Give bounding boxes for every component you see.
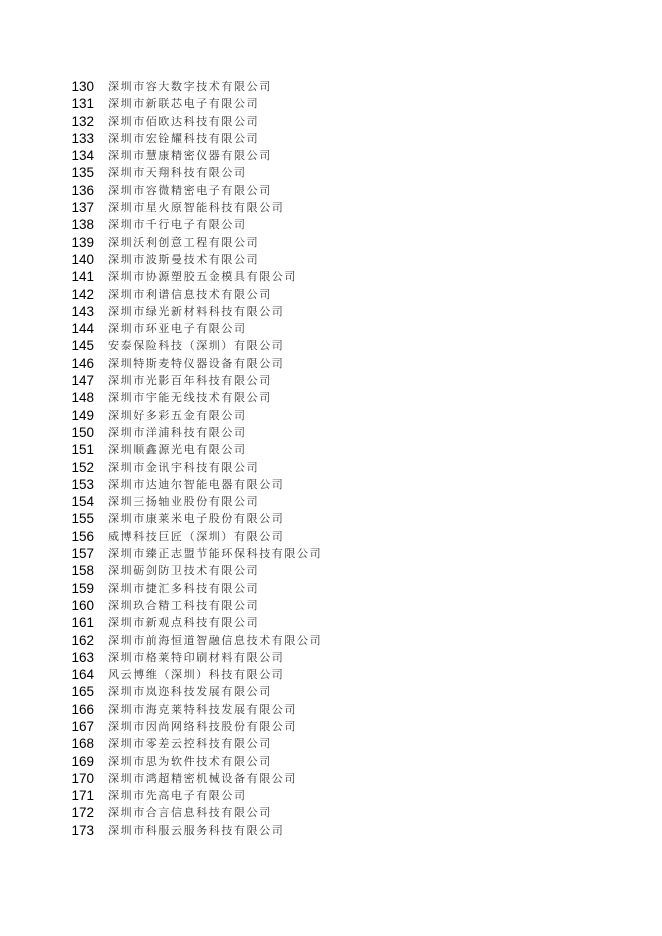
row-number: 136 — [71, 182, 94, 198]
company-name: 深圳市捷汇多科技有限公司 — [108, 581, 260, 595]
company-name: 深圳市星火原智能科技有限公司 — [108, 201, 285, 215]
company-name: 深圳三扬轴业股份有限公司 — [108, 495, 260, 509]
row-number: 158 — [71, 563, 94, 579]
list-item — [0, 147, 662, 164]
company-name: 深圳特斯麦特仪器设备有限公司 — [108, 356, 285, 370]
list-item — [0, 632, 662, 649]
row-number: 168 — [71, 736, 94, 752]
company-name: 深圳玖合精工科技有限公司 — [108, 598, 260, 612]
company-name: 深圳市岚迩科技发展有限公司 — [108, 685, 272, 699]
list-item — [0, 355, 662, 372]
list-item — [0, 199, 662, 216]
company-name: 深圳砺剑防卫技术有限公司 — [108, 564, 260, 578]
row-number: 169 — [71, 753, 94, 769]
row-number: 149 — [71, 407, 94, 423]
company-name: 深圳市前海恒道智融信息技术有限公司 — [108, 633, 323, 647]
row-number: 163 — [71, 649, 94, 665]
company-name: 深圳市零差云控科技有限公司 — [108, 737, 272, 751]
list-item — [0, 476, 662, 493]
row-number: 146 — [71, 355, 94, 371]
company-name: 深圳市绿光新材料科技有限公司 — [108, 304, 285, 318]
list-item — [0, 580, 662, 597]
row-number: 143 — [71, 303, 94, 319]
row-number: 133 — [71, 130, 94, 146]
list-item — [0, 268, 662, 285]
list-item — [0, 424, 662, 441]
row-number: 132 — [71, 113, 94, 129]
row-number: 145 — [71, 338, 94, 354]
company-name: 深圳市慧康精密仪器有限公司 — [108, 149, 272, 163]
row-number: 150 — [71, 424, 94, 440]
list-item — [0, 113, 662, 130]
company-name: 深圳市容大数字技术有限公司 — [108, 80, 272, 93]
row-number: 144 — [71, 321, 94, 337]
company-name: 深圳市利谱信息技术有限公司 — [108, 287, 272, 301]
list-item — [0, 337, 662, 354]
list-item — [0, 459, 662, 476]
company-name: 深圳市环亚电子有限公司 — [108, 322, 247, 336]
company-name: 深圳市格莱特印刷材料有限公司 — [108, 650, 285, 664]
row-number: 157 — [71, 546, 94, 562]
row-number: 156 — [71, 528, 94, 544]
list-item — [0, 770, 662, 787]
row-number: 130 — [71, 79, 94, 94]
row-number: 154 — [71, 494, 94, 510]
company-name: 深圳市金讯宇科技有限公司 — [108, 460, 260, 474]
row-number: 148 — [71, 390, 94, 406]
company-name: 深圳市天翔科技有限公司 — [108, 166, 247, 180]
company-name: 深圳市康莱米电子股份有限公司 — [108, 512, 285, 526]
company-name: 深圳市千行电子有限公司 — [108, 218, 247, 232]
row-number: 153 — [71, 476, 94, 492]
row-number: 162 — [71, 632, 94, 648]
list-item — [0, 320, 662, 337]
company-name: 深圳沃利创意工程有限公司 — [108, 235, 260, 249]
list-item — [0, 303, 662, 320]
company-name: 深圳市臻正志盟节能环保科技有限公司 — [108, 547, 323, 561]
row-number: 137 — [71, 200, 94, 216]
company-name: 深圳市波斯曼技术有限公司 — [108, 252, 260, 266]
company-name: 深圳好多彩五金有限公司 — [108, 408, 247, 422]
list-item — [0, 78, 662, 95]
row-number: 161 — [71, 615, 94, 631]
row-number: 171 — [71, 788, 94, 804]
company-name: 深圳市合言信息科技有限公司 — [108, 806, 272, 820]
company-name: 深圳市因尚网络科技股份有限公司 — [108, 719, 297, 733]
row-number: 139 — [71, 234, 94, 250]
row-number: 155 — [71, 511, 94, 527]
row-number: 160 — [71, 597, 94, 613]
company-name: 深圳市宏铨耀科技有限公司 — [108, 131, 260, 145]
row-number: 167 — [71, 718, 94, 734]
list-item — [0, 735, 662, 752]
row-number: 142 — [71, 286, 94, 302]
company-name: 深圳市协源塑胶五金模具有限公司 — [108, 270, 297, 284]
list-item — [0, 614, 662, 631]
list-item — [0, 597, 662, 614]
company-name: 安泰保险科技（深圳）有限公司 — [108, 339, 285, 353]
row-number: 173 — [71, 822, 94, 838]
list-item — [0, 510, 662, 527]
list-item — [0, 234, 662, 251]
row-number: 159 — [71, 580, 94, 596]
list-item — [0, 822, 662, 839]
list-item — [0, 216, 662, 233]
list-item — [0, 164, 662, 181]
list-item — [0, 701, 662, 718]
company-name: 深圳市新联芯电子有限公司 — [108, 97, 260, 111]
list-item — [0, 493, 662, 510]
company-name: 深圳市鸿超精密机械设备有限公司 — [108, 771, 297, 785]
row-number: 138 — [71, 217, 94, 233]
company-name: 深圳市思为软件技术有限公司 — [108, 754, 272, 768]
row-number: 151 — [71, 442, 94, 458]
row-number: 170 — [71, 770, 94, 786]
company-name: 深圳市科服云服务科技有限公司 — [108, 823, 285, 837]
company-name: 深圳市海克莱特科技发展有限公司 — [108, 702, 297, 716]
company-name: 威博科技巨匠（深圳）有限公司 — [108, 529, 285, 543]
list-item — [0, 389, 662, 406]
list-item — [0, 787, 662, 804]
company-name: 深圳市佰欧达科技有限公司 — [108, 114, 260, 128]
row-number: 164 — [71, 667, 94, 683]
row-number: 152 — [71, 459, 94, 475]
company-name: 深圳顺鑫源光电有限公司 — [108, 443, 247, 457]
list-item — [0, 182, 662, 199]
company-name: 风云博维（深圳）科技有限公司 — [108, 668, 285, 682]
company-list — [0, 78, 662, 839]
list-item — [0, 286, 662, 303]
list-item — [0, 407, 662, 424]
company-name: 深圳市容微精密电子有限公司 — [108, 183, 272, 197]
row-number: 131 — [71, 96, 94, 112]
company-name: 深圳市光影百年科技有限公司 — [108, 374, 272, 388]
list-item — [0, 251, 662, 268]
company-name: 深圳市先高电子有限公司 — [108, 789, 247, 803]
list-item — [0, 718, 662, 735]
list-item — [0, 372, 662, 389]
row-number: 135 — [71, 165, 94, 181]
row-number: 166 — [71, 701, 94, 717]
list-item — [0, 562, 662, 579]
row-number: 147 — [71, 373, 94, 389]
row-number: 172 — [71, 805, 94, 821]
list-item — [0, 649, 662, 666]
list-item — [0, 545, 662, 562]
list-item — [0, 130, 662, 147]
company-name: 深圳市宇能无线技术有限公司 — [108, 391, 272, 405]
list-item — [0, 683, 662, 700]
row-number: 134 — [71, 148, 94, 164]
row-number: 140 — [71, 251, 94, 267]
list-item — [0, 753, 662, 770]
list-item — [0, 528, 662, 545]
list-item — [0, 666, 662, 683]
row-number: 141 — [71, 269, 94, 285]
company-name: 深圳市新观点科技有限公司 — [108, 616, 260, 630]
list-item — [0, 804, 662, 821]
row-number: 165 — [71, 684, 94, 700]
list-item — [0, 95, 662, 112]
company-name: 深圳市达迪尔智能电器有限公司 — [108, 477, 285, 491]
list-item — [0, 441, 662, 458]
company-name: 深圳市洋浦科技有限公司 — [108, 425, 247, 439]
